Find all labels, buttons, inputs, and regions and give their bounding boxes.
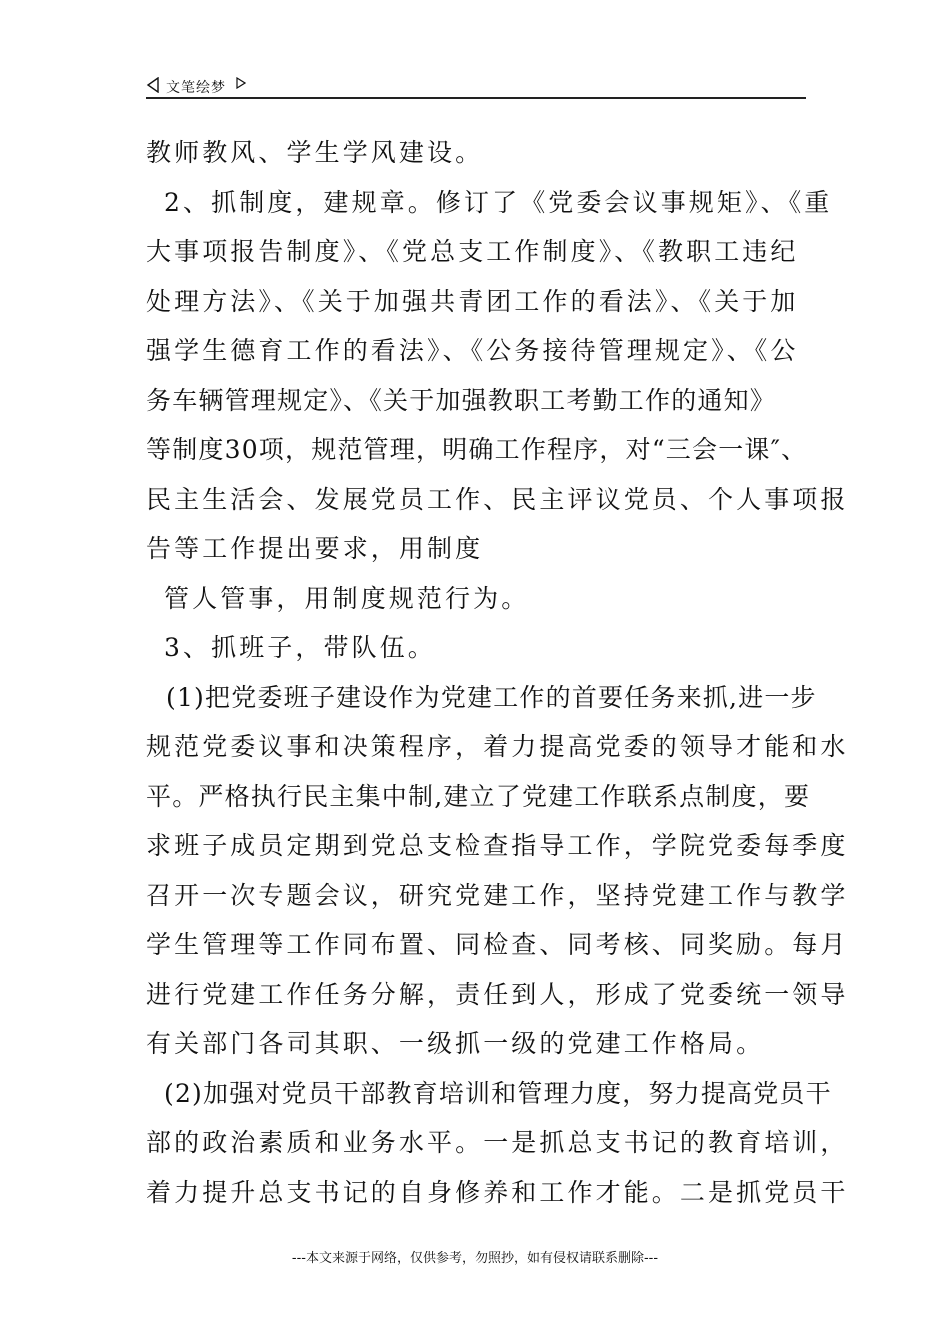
text-line: 告等工作提出要求，用制度 <box>146 534 484 563</box>
text-line: 召开一次专题会议，研究党建工作，坚持党建工作与教学 <box>146 880 849 910</box>
document-body <box>146 128 849 1217</box>
text-line: 学生管理等工作同布置、同检查、同考核、同奖励。每月 <box>146 930 849 959</box>
text-line: 规范党委议事和决策程序，着力提高党委的领导才能和水 <box>146 732 849 761</box>
text-line: 求班子成员定期到党总支检查指导工作，学院党委每季度 <box>146 831 849 860</box>
text-line: (1)把党委班子建设作为党建工作的首要任务来抓,进一步 <box>166 682 817 712</box>
header-brand: 文笔绘梦 <box>166 80 226 96</box>
text-line: 大事项报告制度》、《党总支工作制度》、《教职工违纪 <box>146 237 799 266</box>
text-line: 平。严格执行民主集中制,建立了党建工作联系点制度，要 <box>146 781 811 811</box>
text-line: 有关部门各司其职、一级抓一级的党建工作格局。 <box>146 1029 765 1058</box>
header-divider <box>146 97 806 99</box>
text-line: (2)加强对党员干部教育培训和管理力度，努力提高党员干 <box>164 1078 832 1108</box>
text-line: 处理方法》、《关于加强共青团工作的看法》、《关于加 <box>146 286 799 316</box>
triangle-right-outline-icon <box>236 77 246 93</box>
text-line: 教师教风、学生学风建设。 <box>146 138 484 167</box>
text-line: 务车辆管理规定》、《关于加强教职工考勤工作的通知》 <box>146 385 777 415</box>
triangle-left-outline-icon <box>146 77 160 97</box>
text-line: 进行党建工作任务分解，责任到人，形成了党委统一领导 <box>146 979 849 1009</box>
text-line: 民主生活会、发展党员工作、民主评议党员、个人事项报 <box>146 484 849 514</box>
text-line: 着力提升总支书记的自身修养和工作才能。二是抓党员干 <box>146 1177 849 1207</box>
text-line: 3、抓班子，带队伍。 <box>164 633 436 662</box>
page-header <box>146 74 806 98</box>
text-line: 2、抓制度，建规章。修订了《党委会议事规矩》、《重 <box>164 187 833 217</box>
text-line: 等制度30项，规范管理，明确工作程序，对“三会一课″、 <box>146 435 808 464</box>
text-line: 部的政治素质和业务水平。一是抓总支书记的教育培训， <box>146 1128 849 1157</box>
text-line: 管人管事，用制度规范行为。 <box>164 583 530 613</box>
text-line: 强学生德育工作的看法》、《公务接待管理规定》、《公 <box>146 336 799 365</box>
page-footer-disclaimer: ---本文来源于网络，仅供参考，勿照抄，如有侵权请联系删除--- <box>291 1251 659 1266</box>
